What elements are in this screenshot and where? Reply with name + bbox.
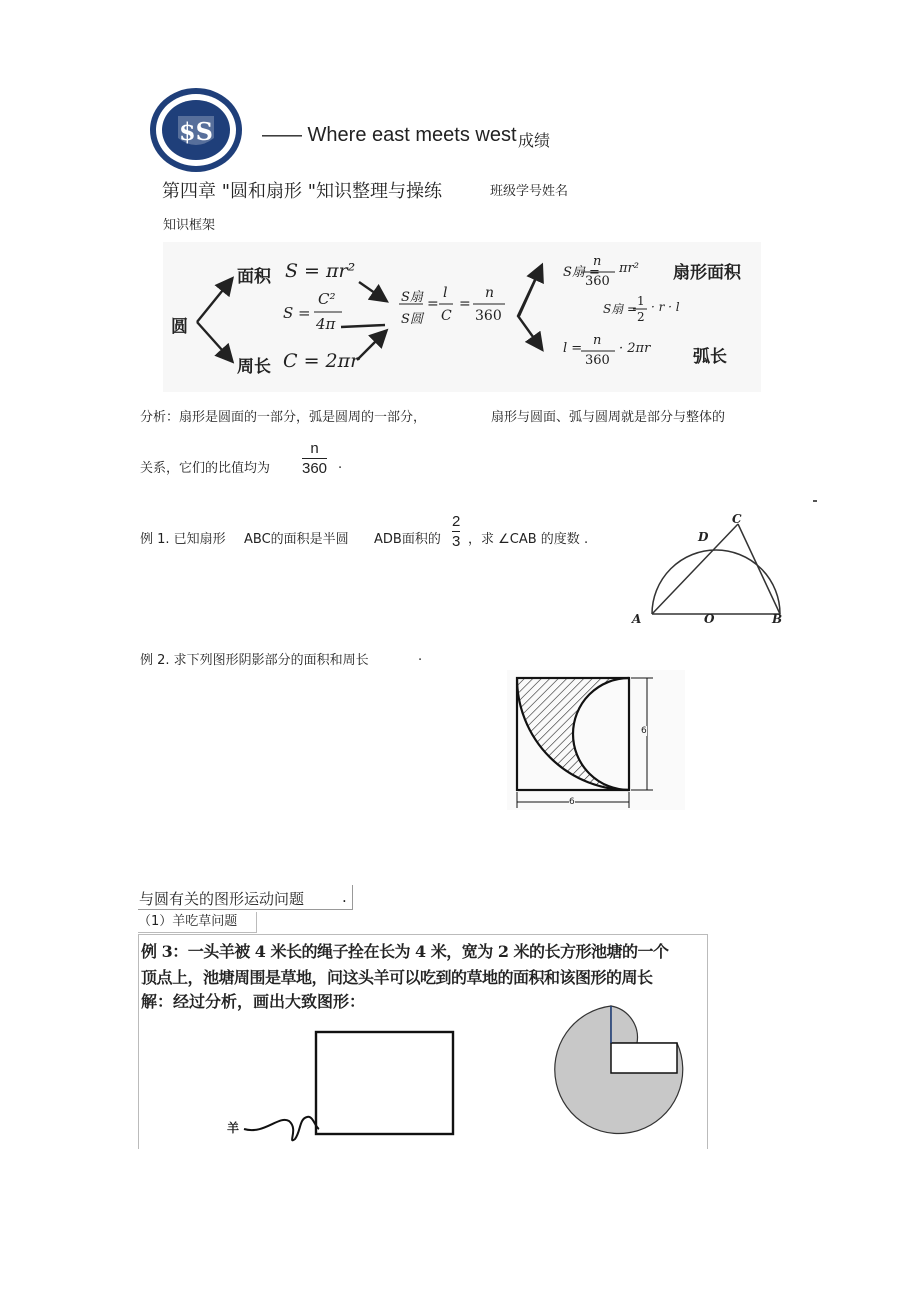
analysis-frac-num: n xyxy=(310,440,319,457)
framework-heading: 知识框架 xyxy=(163,218,216,233)
eq-2: = xyxy=(459,296,471,312)
section-subtitle: （1）羊吃草问题 xyxy=(138,912,257,933)
example1-frac-den: 3 xyxy=(452,533,461,550)
arc-formula-num: n xyxy=(593,333,602,348)
label-b: B xyxy=(772,612,783,626)
sector-area-formula-2-rhs: · r · l xyxy=(651,300,680,314)
label-a: A xyxy=(632,612,642,626)
example1-abc: ABC的面积是半圆 xyxy=(244,532,349,547)
circle-label: 圆 xyxy=(171,317,188,337)
circumference-label: 周长 xyxy=(237,357,271,377)
example2-text: 例 2. 求下列图形阴影部分的面积和周长 xyxy=(140,653,369,668)
knowledge-framework xyxy=(163,242,761,392)
ratio-c: C xyxy=(441,308,452,324)
school-logo xyxy=(148,86,244,174)
example1-figure xyxy=(628,508,798,630)
student-fields: 班级学号姓名 xyxy=(490,184,569,199)
sector-area-formula-rhs: πr² xyxy=(619,261,639,276)
ratio-360: 360 xyxy=(475,308,502,324)
example1-prefix: 例 1. 已知扇形 xyxy=(140,532,226,547)
sector-area-label: 扇形面积 xyxy=(673,263,741,283)
label-c: C xyxy=(732,512,742,526)
example3-diagram xyxy=(139,935,707,1149)
example3-line3: 解：经过分析，画出大致图形： xyxy=(141,992,366,1011)
ratio-l: l xyxy=(443,285,448,301)
ratio-s-circle: S圆 xyxy=(401,312,423,327)
analysis-frac-den: 360 xyxy=(302,460,328,477)
example2-figure xyxy=(507,670,685,810)
area-formula-2-s: S = xyxy=(283,304,311,322)
area-formula-2-den: 4π xyxy=(316,315,336,333)
dim-bottom: 6 xyxy=(569,797,575,807)
analysis-line1-a: 分析：扇形是圆面的一部分，弧是圆周的一部分， xyxy=(140,410,427,425)
example3-line1: 例 3：一头羊被 4 米长的绳子拴在长为 4 米，宽为 2 米的长方形池塘的一个 xyxy=(141,942,669,961)
analysis-period: . xyxy=(338,457,343,472)
stray-mark xyxy=(813,500,817,502)
example1-fraction xyxy=(452,514,460,549)
sector-area-formula-2-lhs: S扇 = xyxy=(603,302,638,316)
section-title: 与圆有关的图形运动问题 xyxy=(139,890,305,908)
sheep-label: 羊 xyxy=(227,1121,240,1135)
sector-area-formula-lhs: S扇 = xyxy=(563,265,600,280)
section-title-box xyxy=(138,885,353,910)
example1-frac-num: 2 xyxy=(452,513,461,530)
example3-line2: 顶点上，池塘周围是草地，问这头羊可以吃到的草地的面积和该图形的周长 xyxy=(141,968,653,987)
area-formula-1: S = πr² xyxy=(285,260,356,282)
sector-area-formula-2-den: 2 xyxy=(637,310,645,324)
ratio-s-sector: S扇 xyxy=(401,290,423,305)
example1-adb: ADB面积的 xyxy=(374,532,441,547)
arc-label: 弧长 xyxy=(693,347,727,367)
label-o: O xyxy=(704,612,715,626)
example2-period: . xyxy=(418,649,423,664)
example3-box xyxy=(138,934,708,1149)
sector-area-formula-den: 360 xyxy=(585,274,610,289)
area-label: 面积 xyxy=(237,267,271,287)
analysis-line2: 关系，它们的比值均为 xyxy=(140,461,271,476)
ratio-n: n xyxy=(485,285,495,301)
sector-area-formula-num: n xyxy=(593,254,602,269)
example1-suffix: ，求 ∠CAB 的度数 . xyxy=(468,532,589,547)
sector-area-formula-2-num: 1 xyxy=(637,294,645,308)
dim-right: 6 xyxy=(641,726,647,736)
arc-formula-rhs: · 2πr xyxy=(619,341,651,356)
circumference-formula: C = 2πr xyxy=(283,350,360,372)
label-d: D xyxy=(698,530,709,544)
eq-1: = xyxy=(427,296,439,312)
analysis-line1-b: 扇形与圆面、弧与圆周就是部分与整体的 xyxy=(491,410,726,425)
grade-label: 成绩 xyxy=(518,131,551,150)
svg-text:$S: $S xyxy=(178,117,214,146)
section-period: . xyxy=(342,888,347,906)
arc-formula-lhs: l = xyxy=(563,341,583,356)
chapter-title: 第四章 "圆和扇形 "知识整理与操练 xyxy=(162,181,443,202)
slogan: —— Where east meets west xyxy=(262,124,517,146)
analysis-fraction xyxy=(302,441,327,476)
arc-formula-den: 360 xyxy=(585,353,610,368)
area-formula-2-num: C² xyxy=(318,290,336,308)
